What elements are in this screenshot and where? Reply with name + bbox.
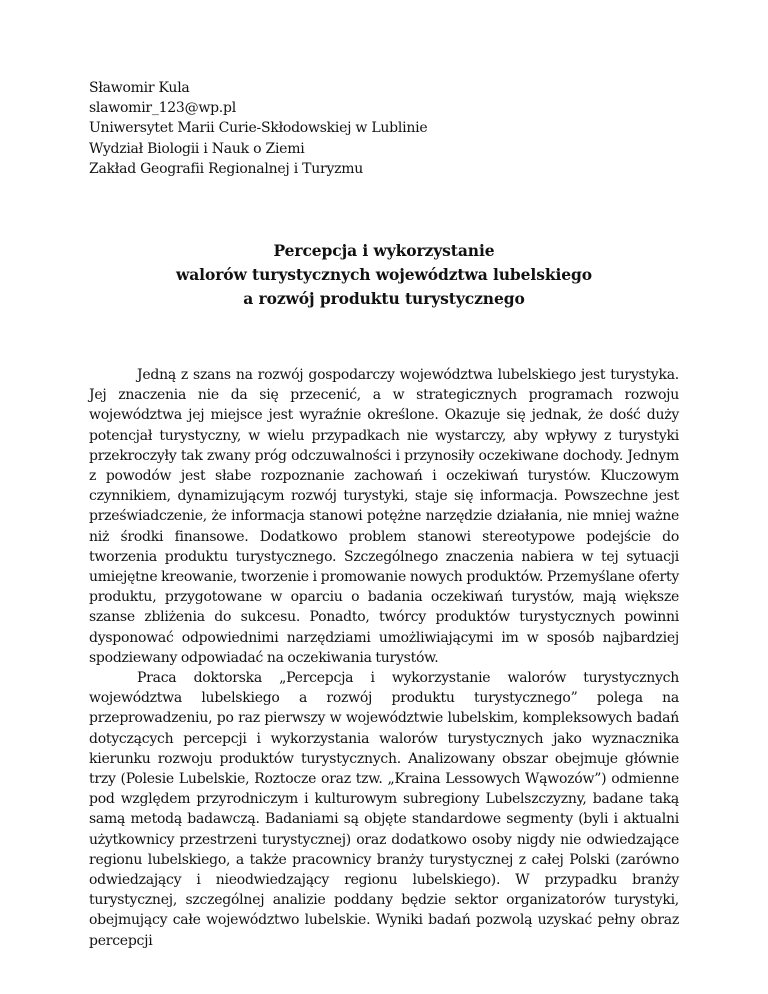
body-paragraph-1: Jedną z szans na rozwój gospodarczy województwa lubelskiego jest turystyka. Jej znaczenia nie da się przecenić, a w strategicznych programach rozwoju województwa jej miejsce jest wyraźnie określone. Okazuje się jednak, że dość duży potencjał turystyczny, w wielu przypadkach nie wystarczy, aby wpływy z turystyki przekroczyły tak zwany próg odczuwalności i przynosiły oczekiwane dochody. Jednym z powodów jest słabe rozpoznanie zachowań i oczekiwań turystów. Kluczowym czynnikiem, dynamizującym rozwój turystyki, staje się informacja. Powszechne jest przeświadczenie, że informacja stanowi potężne narzędzie działania, nie mniej ważne niż środki finansowe. Dodatkowo problem stanowi stereotypowe podejście do tworzenia produktu turystycznego. Szczególnego znaczenia nabiera w tej sytuacji umiejętne kreowanie, tworzenie i promowanie nowych produktów. Przemyślane oferty produktu, przygotowane w oparciu o badania oczekiwań turystów, mają większe szanse zbliżenia do sukcesu. Ponadto, twórcy produktów turystycznych powinni dysponować odpowiednimi narzędziami umożliwiającymi im w sposób najbardziej spodziewany odpowiadać na oczekiwania turystów. xyxy=(89,367,679,666)
author-block xyxy=(89,78,427,179)
title-line-3: a rozwój produktu turystycznego xyxy=(243,289,525,308)
author-department: Zakład Geografii Regionalnej i Turyzmu xyxy=(89,160,364,177)
author-faculty: Wydział Biologii i Nauk o Ziemi xyxy=(89,140,305,157)
author-university: Uniwersytet Marii Curie-Skłodowskiej w Lublinie xyxy=(89,120,428,137)
body-paragraph-2: Praca doktorska „Percepcja i wykorzystanie walorów turystycznych województwa lubelskiego a rozwój produktu turystycznego” polega na przeprowadzeniu, po raz pierwszy w województwie lubelskim, kompleksowych badań dotyczących percepcji i wykorzystania walorów turystycznych jako wyznacznika kierunku rozwoju produktów turystycznych. Analizowany obszar obejmuje głównie trzy (Polesie Lubelskie, Roztocze oraz tzw. „Kraina Lessowych Wąwozów”) odmienne pod względem przyrodniczym i kulturowym subregiony Lubelszczyzny, badane taką samą metodą badawczą. Badaniami są objęte standardowe segmenty (byli i aktualni użytkownicy przestrzeni turystycznej) oraz dodatkowo osoby nigdy nie odwiedzające regionu lubelskiego, a także pracownicy branży turystycznej z całej Polski (zarówno odwiedzający i nieodwiedzający regionu lubelskiego). W przypadku branży turystycznej, szczególnej analizie poddany będzie sektor organizatorów turystyki, obejmujący całe województwo lubelskie. Wyniki badań pozwolą uzyskać pełny obraz percepcji xyxy=(89,670,679,949)
document-title xyxy=(89,239,679,311)
title-line-2: walorów turystycznych województwa lubelskiego xyxy=(175,265,593,284)
author-name: Sławomir Kula xyxy=(89,80,190,96)
document-body xyxy=(89,365,679,951)
author-email: slawomir_123@wp.pl xyxy=(89,100,236,117)
title-line-1: Percepcja i wykorzystanie xyxy=(273,241,495,260)
